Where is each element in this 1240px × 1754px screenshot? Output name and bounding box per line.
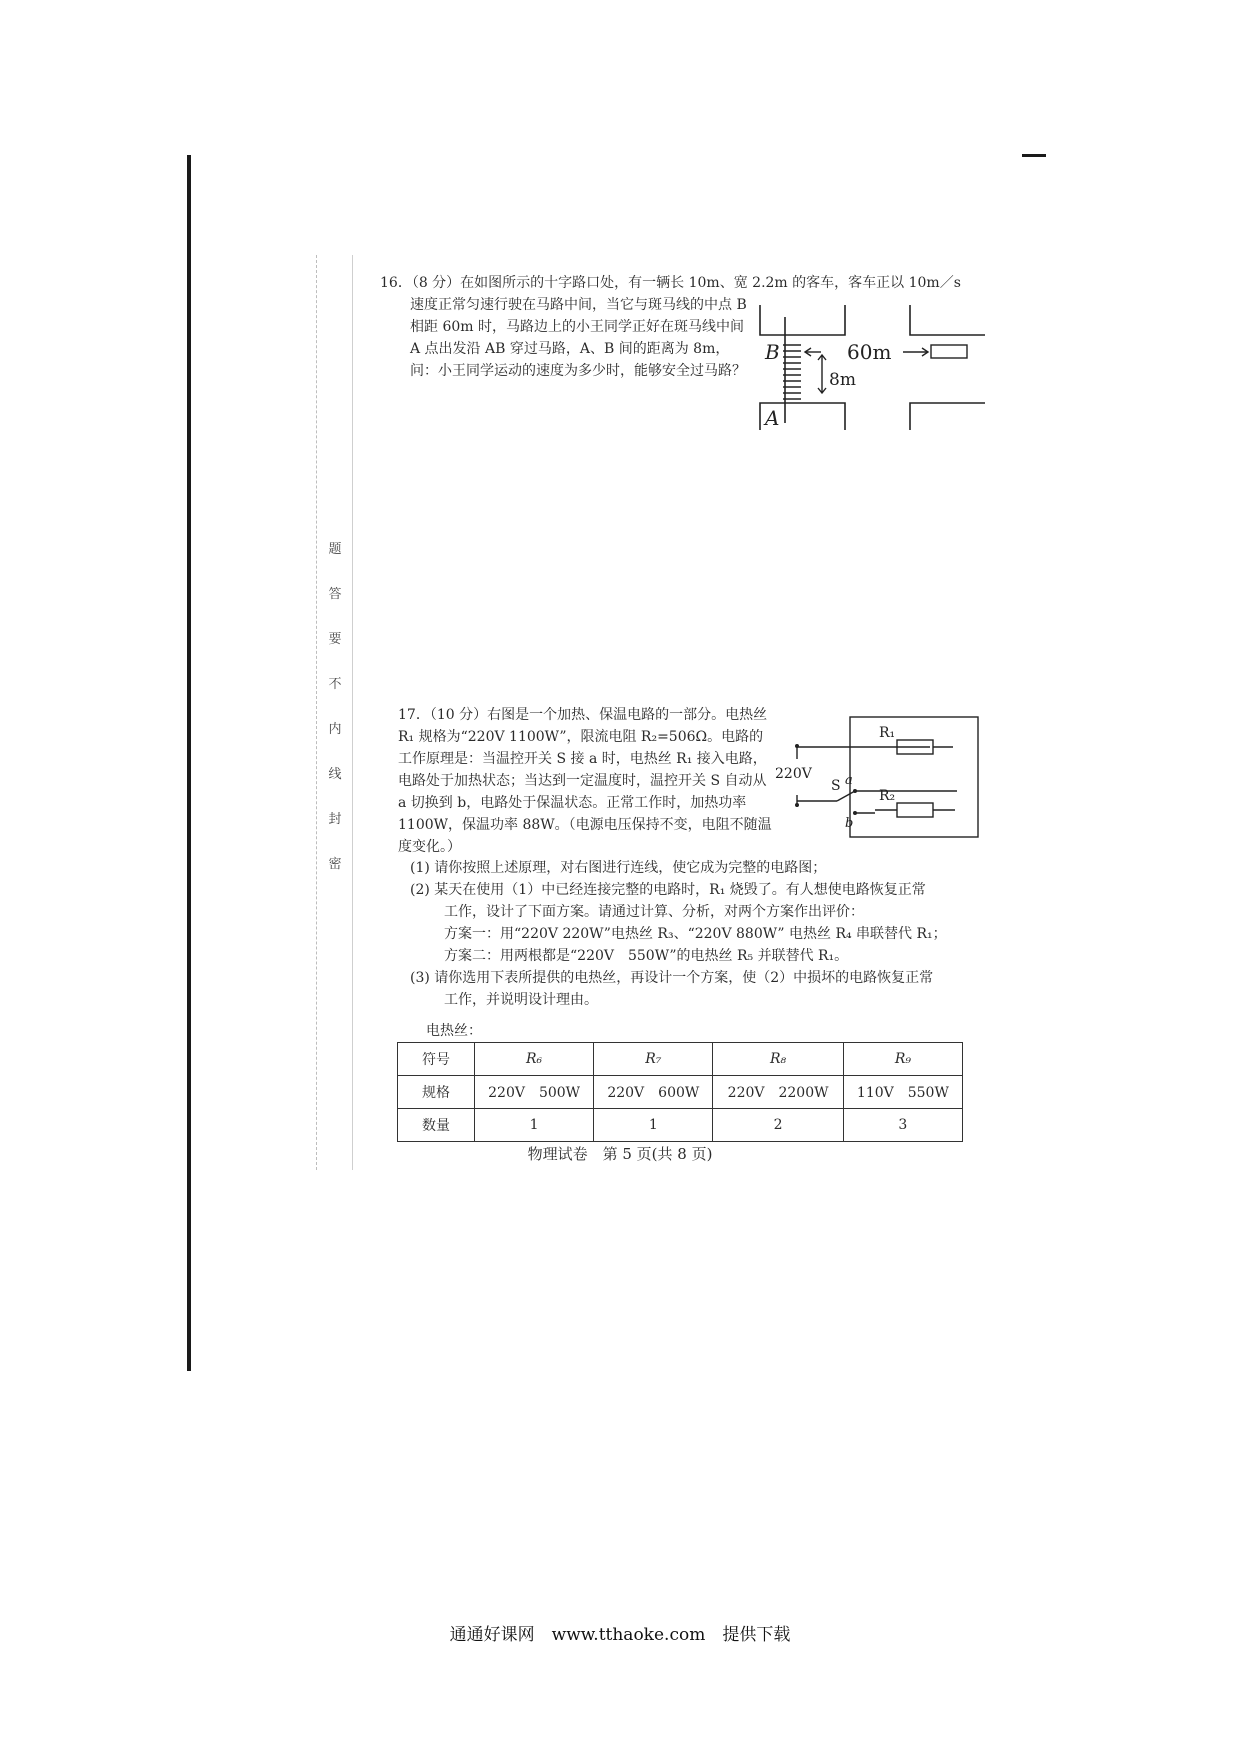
seal-char: 不 bbox=[328, 677, 342, 692]
intersection-figure bbox=[745, 305, 990, 434]
seal-char: 要 bbox=[328, 632, 342, 647]
q17-part1: (1) 请你按照上述原理，对右图进行连线，使它成为完整的电路图； bbox=[410, 860, 827, 876]
scan-border-mark bbox=[1022, 154, 1046, 157]
table-cell: 1 bbox=[594, 1109, 713, 1142]
label-a: A bbox=[765, 406, 780, 430]
table-header-row bbox=[398, 1043, 963, 1076]
table-cell: 3 bbox=[843, 1109, 962, 1142]
distance-8m: 8m bbox=[829, 370, 856, 390]
binding-seal-text bbox=[326, 538, 344, 872]
table-cell: R₈ bbox=[713, 1043, 843, 1076]
seal-char: 封 bbox=[328, 812, 342, 827]
contact-b-label: b bbox=[845, 816, 854, 831]
switch-label: S bbox=[831, 778, 841, 794]
q16-body: 速度正常匀速行驶在马路中间，当它与斑马线的中点 B 相距 60m 时，马路边上的小王同学正好在斑马线中间 A 点出发沿 AB 穿过马路，A、B 间的距离为 8m，问：小王同学运动的速度为多少时，能够安全过马路？ bbox=[410, 297, 747, 379]
table-cell: 符号 bbox=[398, 1043, 475, 1076]
label-b: B bbox=[765, 340, 780, 364]
distance-60m: 60m bbox=[847, 340, 892, 364]
table-cell: 2 bbox=[713, 1109, 843, 1142]
table-cell: 规格 bbox=[398, 1076, 475, 1109]
seal-char: 答 bbox=[328, 587, 342, 602]
binding-solid-line bbox=[352, 255, 354, 1170]
q17-plan2: 方案二：用两根都是“220V 550W”的电热丝 R₅ 并联替代 R₁。 bbox=[444, 948, 849, 964]
table-cell: 110V 550W bbox=[843, 1076, 962, 1109]
table-cell: 220V 500W bbox=[475, 1076, 594, 1109]
contact-a-label: a bbox=[845, 773, 853, 788]
q17-part3-line2: 工作，并说明设计理由。 bbox=[444, 992, 598, 1008]
seal-char: 密 bbox=[328, 857, 342, 872]
download-watermark: 通通好课网 www.tthaoke.com 提供下载 bbox=[449, 1625, 791, 1645]
table-cell: 1 bbox=[475, 1109, 594, 1142]
table-cell: R₉ bbox=[843, 1043, 962, 1076]
table-row bbox=[398, 1076, 963, 1109]
q17-part2-line2: 工作，设计了下面方案。请通过计算、分析，对两个方案作出评价： bbox=[444, 904, 864, 920]
seal-char: 题 bbox=[328, 542, 342, 557]
r1-label: R₁ bbox=[879, 725, 896, 741]
circuit-figure bbox=[775, 715, 985, 849]
table-cell: R₇ bbox=[594, 1043, 713, 1076]
voltage-label: 220V bbox=[775, 766, 812, 782]
seal-char: 内 bbox=[328, 722, 342, 737]
q17-plan1: 方案一：用“220V 220W”电热丝 R₃、“220V 880W” 电热丝 R₄ 串联替代 R₁； bbox=[444, 926, 947, 942]
binding-dashed-line bbox=[316, 255, 318, 1170]
scan-border-left bbox=[187, 155, 191, 1371]
wire-spec-table bbox=[397, 1042, 963, 1142]
table-cell: R₆ bbox=[475, 1043, 594, 1076]
page-footer: 物理试卷 第 5 页(共 8 页) bbox=[527, 1145, 713, 1163]
q17-intro: 17．（10 分）右图是一个加热、保温电路的一部分。电热丝 R₁ 规格为“220V 1100W”，限流电阻 R₂=506Ω。电路的工作原理是：当温控开关 S 接 a 时，电热丝 R₁ 接入电路，电路处于加热状态；当达到一定温度时，温控开关 S 自动从 a 切换到 b，电路处于保温状态。正常工作时，加热功率 1100W，保温功率 88W。（电源电压保持不变，电阻不随温度变化。） bbox=[398, 707, 772, 855]
wire-table-label: 电热丝： bbox=[426, 1023, 482, 1039]
seal-char: 线 bbox=[328, 767, 342, 782]
table-cell: 数量 bbox=[398, 1109, 475, 1142]
table-row bbox=[398, 1109, 963, 1142]
table-cell: 220V 600W bbox=[594, 1076, 713, 1109]
r2-label: R₂ bbox=[879, 788, 896, 804]
q17-part2-line1: (2) 某天在使用（1）中已经连接完整的电路时，R₁ 烧毁了。有人想使电路恢复正常 bbox=[410, 882, 926, 898]
q16-first-line: 16．（8 分）在如图所示的十字路口处，有一辆长 10m、宽 2.2m 的客车，客车正以 10m／s bbox=[380, 275, 961, 291]
table-cell: 220V 2200W bbox=[713, 1076, 843, 1109]
q17-part3-line1: (3) 请你选用下表所提供的电热丝，再设计一个方案，使（2）中损坏的电路恢复正常 bbox=[410, 970, 934, 986]
